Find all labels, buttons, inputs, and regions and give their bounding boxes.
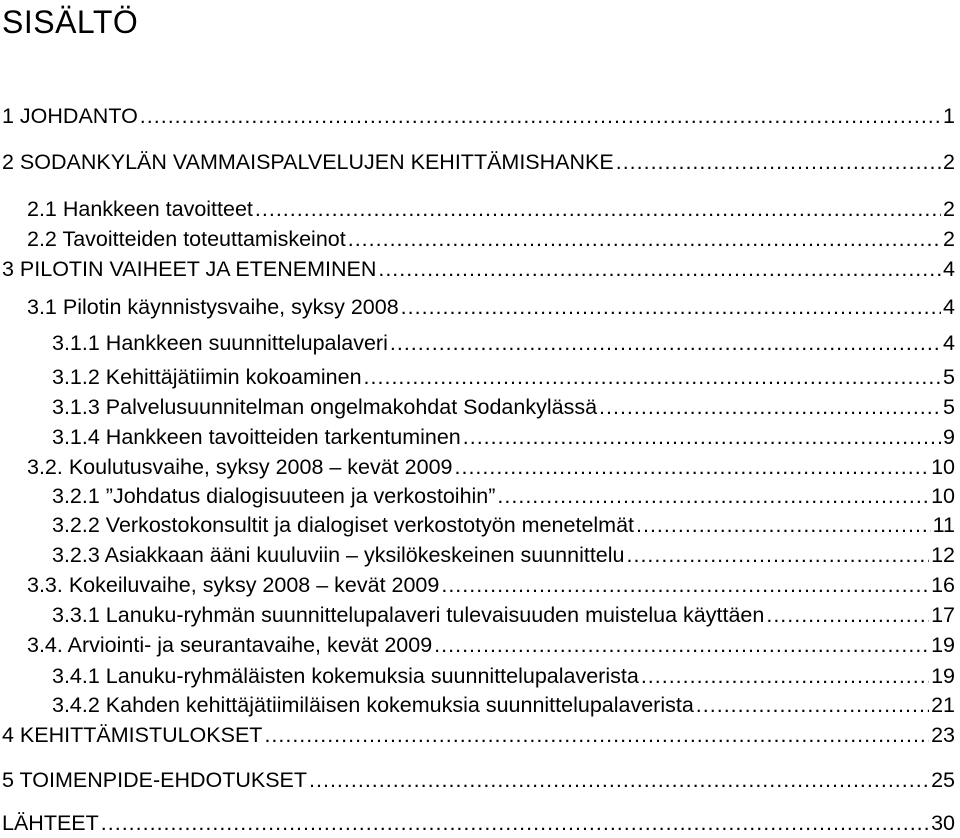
toc-entry-3-2-2-verkostokonsultit <box>52 510 955 538</box>
toc-entry-text: 3.1.3 Palvelusuunnitelman ongelmakohdat Sodankylässä <box>52 395 598 419</box>
toc-dot-leader <box>616 149 941 175</box>
toc-entry-3-2-3-asiakkaan-aani <box>52 540 955 568</box>
toc-entry-3-4-2-kehittajatiimilaiset <box>52 690 955 718</box>
toc-entry-text: 5 TOIMENPIDE-EHDOTUKSET <box>2 768 308 792</box>
toc-entry-page: 10 <box>931 484 955 508</box>
toc-entry-page: 5 <box>943 395 955 419</box>
toc-dot-leader <box>636 512 931 538</box>
toc-entry-text: 3.1 Pilotin käynnistysvaihe, syksy 2008 <box>27 295 399 319</box>
toc-entry-text: 3.1.2 Kehittäjätiimin kokoaminen <box>52 365 362 389</box>
toc-entry-text: 3.2. Koulutusvaihe, syksy 2008 – kevät 2009 <box>27 455 453 479</box>
toc-entry-3-4-1-lanuku-kokemuksia <box>52 661 955 689</box>
toc-entry-text: 3.2.1 ”Johdatus dialogisuuteen ja verkostoihin” <box>52 484 496 508</box>
toc-entry-4-kehittamistulokset <box>2 720 955 748</box>
toc-entry-3-1-1-suunnittelupalaveri <box>52 328 955 356</box>
toc-entry-3-3-1-lanuku-palaveri <box>52 600 955 628</box>
toc-entry-text: 3.4.1 Lanuku-ryhmäläisten kokemuksia suunnittelupalaverista <box>52 664 639 688</box>
toc-entry-page: 11 <box>932 513 955 537</box>
toc-dot-leader <box>364 364 941 390</box>
toc-dot-leader <box>599 394 941 420</box>
toc-entry-page: 2 <box>943 150 955 174</box>
toc-entry-page: 4 <box>943 257 955 281</box>
toc-entry-page: 2 <box>943 227 955 251</box>
toc-entry-3-3-kokeiluvaihe <box>27 570 955 598</box>
toc-entry-text: 3.3. Kokeiluvaihe, syksy 2008 – kevät 2009 <box>27 573 440 597</box>
toc-entry-page: 19 <box>931 633 955 657</box>
toc-entry-text: 3.3.1 Lanuku-ryhmän suunnittelupalaveri tulevaisuuden muistelua käyttäen <box>52 603 765 627</box>
toc-entry-page: 16 <box>931 573 955 597</box>
toc-entry-2-sodankylan-hanke <box>2 147 955 175</box>
toc-dot-leader <box>627 542 930 568</box>
toc-entry-page: 2 <box>943 197 955 221</box>
toc-entry-3-1-3-palvelusuunnitelma <box>52 392 955 420</box>
toc-dot-leader <box>696 692 929 718</box>
toc-entry-lahteet <box>2 808 955 836</box>
toc-entry-1-johdanto <box>2 101 955 129</box>
page-title: SISÄLTÖ <box>2 4 139 40</box>
toc-dot-leader <box>378 256 941 282</box>
toc-dot-leader <box>255 196 941 222</box>
toc-entry-3-pilotin-vaiheet <box>2 254 955 282</box>
toc-entry-text: 1 JOHDANTO <box>2 104 138 128</box>
toc-entry-text: 2.1 Hankkeen tavoitteet <box>27 197 253 221</box>
toc-dot-leader <box>641 663 929 689</box>
toc-entry-5-toimenpide-ehdotukset <box>2 765 955 793</box>
toc-entry-page: 5 <box>943 365 955 389</box>
toc-entry-2-1-hankkeen-tavoitteet <box>27 194 955 222</box>
toc-entry-page: 1 <box>943 104 955 128</box>
toc-dot-leader <box>101 810 929 836</box>
toc-entry-text: 3 PILOTIN VAIHEET JA ETENEMINEN <box>2 257 377 281</box>
toc-entry-text: 3.4. Arviointi- ja seurantavaihe, kevät 2009 <box>27 633 433 657</box>
toc-entry-text: 3.1.1 Hankkeen suunnittelupalaveri <box>52 331 388 355</box>
toc-entry-page: 4 <box>943 295 955 319</box>
toc-entry-3-1-2-kehittajatiimi <box>52 362 955 390</box>
toc-entry-page: 19 <box>931 664 955 688</box>
toc-entry-page: 25 <box>931 768 955 792</box>
toc-dot-leader <box>401 294 941 320</box>
toc-entry-page: 4 <box>943 331 955 355</box>
toc-dot-leader <box>434 632 929 658</box>
toc-dot-leader <box>455 454 930 480</box>
toc-entry-3-2-koulutusvaihe <box>27 452 955 480</box>
toc-dot-leader <box>766 602 929 628</box>
toc-dot-leader <box>309 767 929 793</box>
toc-entry-3-4-arviointivaihe <box>27 630 955 658</box>
toc-entry-text: 3.2.2 Verkostokonsultit ja dialogiset verkostotyön menetelmät <box>52 513 635 537</box>
toc-entry-text: 3.1.4 Hankkeen tavoitteiden tarkentuminen <box>52 425 461 449</box>
toc-entry-page: 12 <box>931 543 955 567</box>
toc-dot-leader <box>390 330 941 356</box>
toc-entry-text: 2 SODANKYLÄN VAMMAISPALVELUJEN KEHITTÄMISHANKE <box>2 150 614 174</box>
toc-entry-page: 30 <box>931 811 955 835</box>
toc-dot-leader <box>348 226 941 252</box>
toc-entry-2-2-toteuttamiskeinot <box>27 224 955 252</box>
toc-entry-page: 17 <box>931 603 955 627</box>
toc-dot-leader <box>441 572 929 598</box>
toc-entry-page: 10 <box>931 455 955 479</box>
toc-entry-text: 3.4.2 Kahden kehittäjätiimiläisen kokemuksia suunnittelupalaverista <box>52 693 694 717</box>
toc-entry-page: 21 <box>931 693 955 717</box>
toc-dot-leader <box>140 103 941 129</box>
toc-entry-text: LÄHTEET <box>2 811 99 835</box>
toc-entry-text: 4 KEHITTÄMISTULOKSET <box>2 723 263 747</box>
toc-entry-3-2-1-johdatus <box>52 481 955 509</box>
toc-entry-3-1-kaynnistysvaihe <box>27 292 955 320</box>
toc-entry-text: 2.2 Tavoitteiden toteuttamiskeinot <box>27 227 346 251</box>
toc-entry-page: 9 <box>943 425 955 449</box>
toc-entry-page: 23 <box>931 723 955 747</box>
toc-entry-text: 3.2.3 Asiakkaan ääni kuuluviin – yksilökeskeinen suunnittelu <box>52 543 625 567</box>
toc-dot-leader <box>264 722 929 748</box>
toc-entry-3-1-4-tarkentuminen <box>52 422 955 450</box>
toc-dot-leader <box>497 483 929 509</box>
toc-dot-leader <box>463 424 941 450</box>
